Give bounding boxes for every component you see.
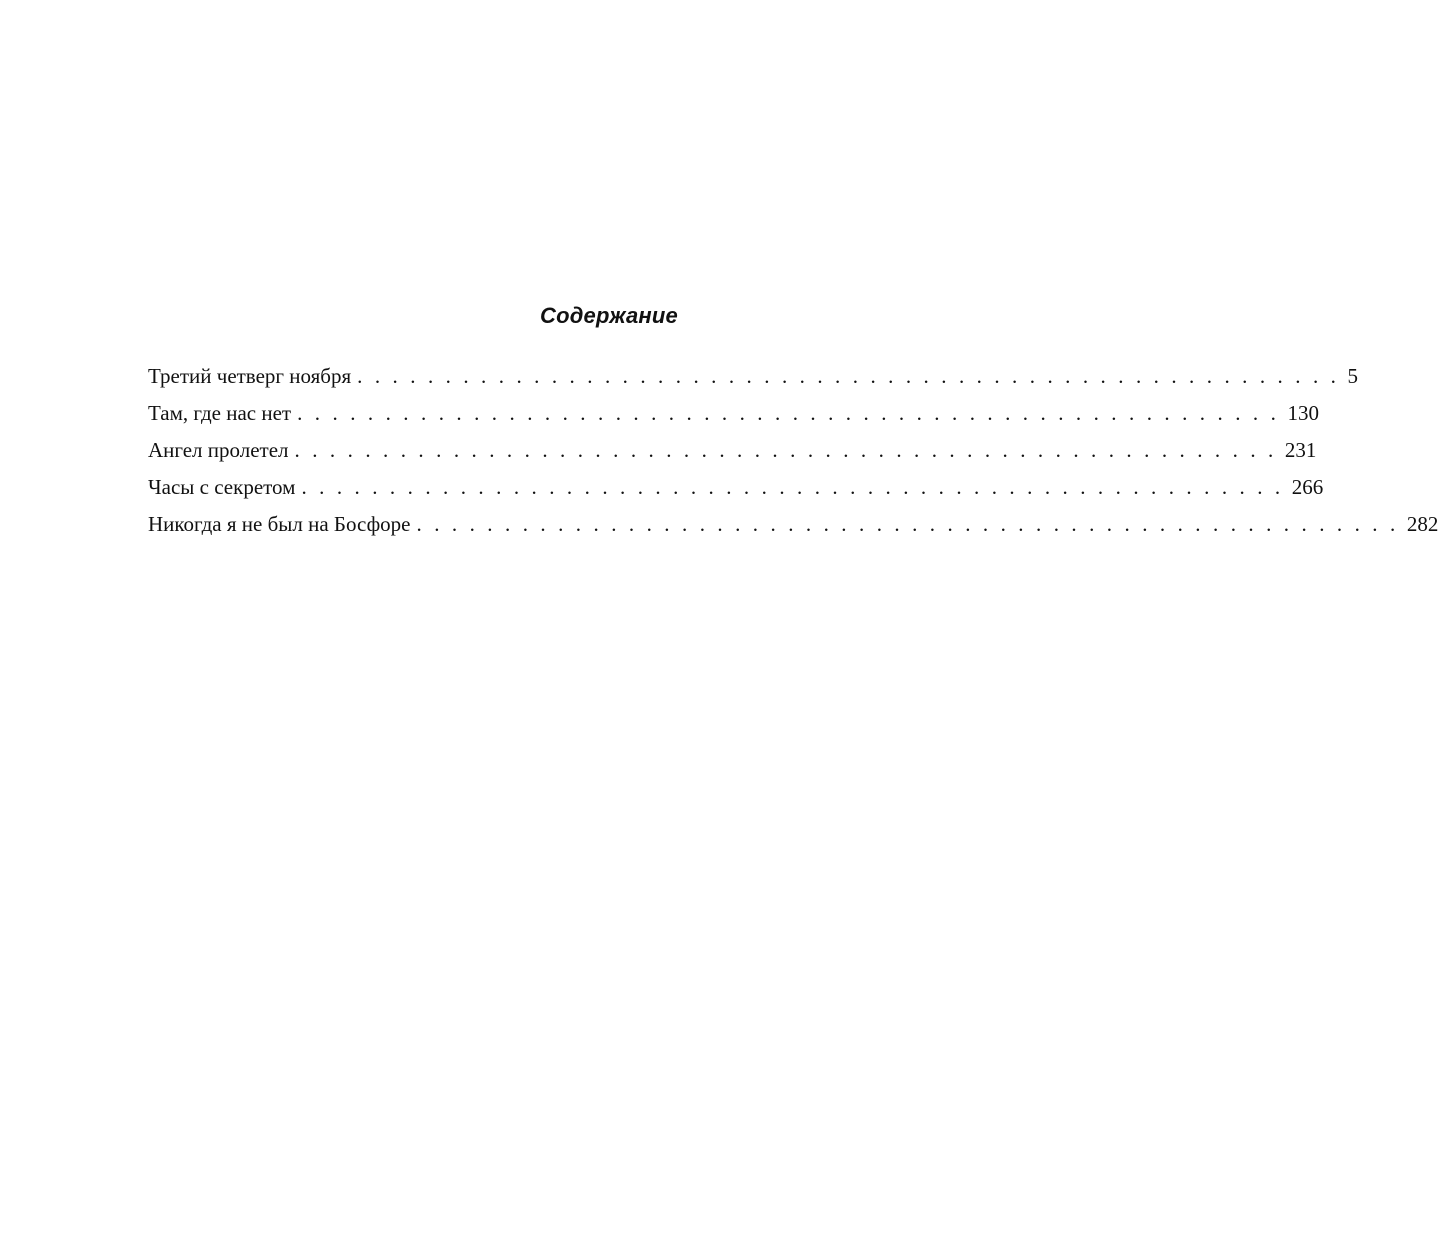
toc-entry-title: Третий четверг ноября <box>148 364 352 388</box>
dot-leader: . . . . . . . . . . . . . . . . . . . . . . . . . . . . . . . . . . . . . . . . . . . . . . . . . . . . . . . . <box>297 401 1280 425</box>
dot-leader: . . . . . . . . . . . . . . . . . . . . . . . . . . . . . . . . . . . . . . . . . . . . . . . . . . . . . . . . <box>301 475 1284 499</box>
dot-leader: . . . . . . . . . . . . . . . . . . . . . . . . . . . . . . . . . . . . . . . . . . . . . . . . . . . . . . . . <box>416 512 1399 536</box>
toc-entry-page: 130 <box>1287 401 1319 425</box>
dot-leader: . . . . . . . . . . . . . . . . . . . . . . . . . . . . . . . . . . . . . . . . . . . . . . . . . . . . . . . . <box>294 438 1277 462</box>
toc-entry-page: 5 <box>1347 364 1358 388</box>
toc-entry <box>148 509 1438 546</box>
toc-entry-title: Никогда я не был на Босфоре <box>148 512 411 536</box>
toc-heading: Содержание <box>540 303 678 328</box>
toc-entry-title: Часы с секретом <box>148 475 296 499</box>
toc-entry <box>148 361 1358 398</box>
toc-entry <box>148 398 1319 435</box>
toc-entry-title: Ангел пролетел <box>148 438 289 462</box>
toc-entry <box>148 435 1317 472</box>
toc-entry <box>148 472 1324 509</box>
toc-entry-page: 266 <box>1291 475 1324 499</box>
toc-entry-page: 231 <box>1284 438 1317 462</box>
table-of-contents <box>148 361 1438 546</box>
dot-leader: . . . . . . . . . . . . . . . . . . . . . . . . . . . . . . . . . . . . . . . . . . . . . . . . . . . . . . . . <box>357 364 1340 388</box>
toc-entry-title: Там, где нас нет <box>148 401 292 425</box>
toc-entry-page: 282 <box>1406 512 1438 536</box>
